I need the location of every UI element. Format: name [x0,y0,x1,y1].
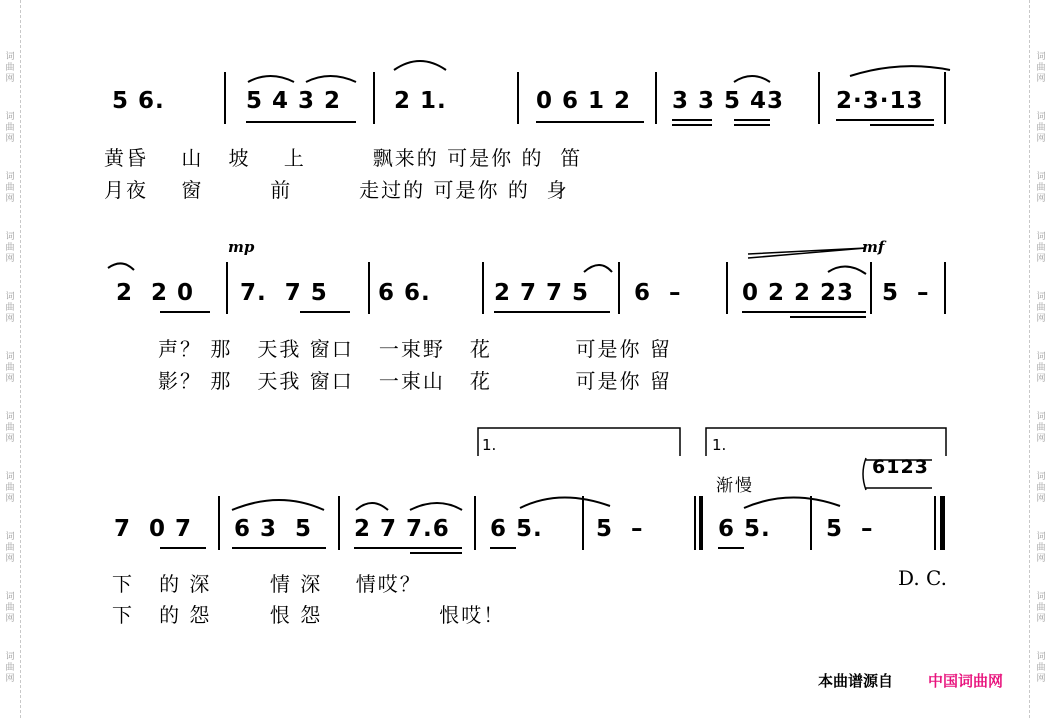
measure-4: 2 7 7 5 [494,280,590,306]
watermark-text: 词 曲 网 [1036,592,1046,624]
tempo-marking: 渐慢 [716,476,754,496]
watermark-text: 词 曲 网 [5,532,15,564]
da-capo-marking: D. C. [898,566,947,590]
measure-3: 2 7 7.6 [354,516,450,542]
lyric-verse-1: 下 的 深 情 深 情哎？ [112,572,422,596]
measure-4: 6 5. [490,516,543,542]
watermark-text: 词 曲 网 [5,652,15,684]
measure-3: 2 1. [394,88,447,114]
watermark-text: 词 曲 网 [5,292,15,324]
measure-6: 2·3·13 [836,88,924,114]
lyric-verse-1: 黄昏 山 坡 上 飘来的 可是你 的 笛 [104,146,583,170]
lyric-verse-2: 影？ 那 天我 窗口 一束山 花 可是你 留 [158,369,672,393]
watermark-text: 词 曲 网 [5,112,15,144]
dynamic-mf: mf [862,238,885,256]
lyric-verse-1: 声？ 那 天我 窗口 一束野 花 可是你 留 [158,337,672,361]
slur [850,66,950,76]
watermark-text: 词 曲 网 [5,472,15,504]
watermark-text: 词 曲 网 [1036,652,1046,684]
measure-3: 6 6. [378,280,431,306]
source-label: 本曲谱源自 [818,672,894,690]
lyric-verse-2: 下 的 怨 恨 怨 恨哎！ [112,603,506,627]
lyric-verse-2: 月夜 窗 前 走过的 可是你 的 身 [104,178,569,202]
watermark-text: 词 曲 网 [5,592,15,624]
slur [306,76,356,82]
watermark-text: 词 曲 网 [5,232,15,264]
slur [394,61,446,70]
volta-1-label: 1. [482,436,497,454]
watermark-text: 词 曲 网 [1036,52,1046,84]
watermark-text: 词 曲 网 [1036,412,1046,444]
measure-6: 0 2 2 23 [742,280,855,306]
measure-1: 2 2 0 [116,280,195,306]
watermark-text: 词 曲 网 [1036,472,1046,504]
measure-7: 5 – [826,516,874,542]
watermark-text: 词 曲 网 [1036,112,1046,144]
volta-2-label: 1. [712,436,727,454]
dynamic-mp: mp [228,238,255,256]
measure-4: 0 6 1 2 [536,88,632,114]
watermark-text: 词 曲 网 [5,52,15,84]
measure-7: 5 – [882,280,930,306]
watermark-text: 词 曲 网 [1036,292,1046,324]
slur [734,76,770,82]
watermark-text: 词 曲 网 [1036,232,1046,264]
measure-1: 7 0 7 [114,516,193,542]
watermark-text: 词 曲 网 [5,172,15,204]
watermark-text: 词 曲 网 [5,412,15,444]
site-name-link[interactable]: 中国词曲网 [928,672,1004,690]
slur [248,76,294,82]
measure-5: 3 3 5 43 [672,88,785,114]
measure-2: 6 3 5 [234,516,313,542]
measure-6: 6 5. [718,516,771,542]
measure-5: 5 – [596,516,644,542]
measure-5: 6 – [634,280,682,306]
watermark-text: 词 曲 网 [1036,172,1046,204]
watermark-text: 词 曲 网 [1036,532,1046,564]
watermark-text: 词 曲 网 [5,352,15,384]
measure-2: 7. 7 5 [240,280,328,306]
measure-1: 5 6. [112,88,165,114]
pickup-notes: 6123 [872,456,929,478]
measure-2: 5 4 3 2 [246,88,342,114]
watermark-text: 词 曲 网 [1036,352,1046,384]
